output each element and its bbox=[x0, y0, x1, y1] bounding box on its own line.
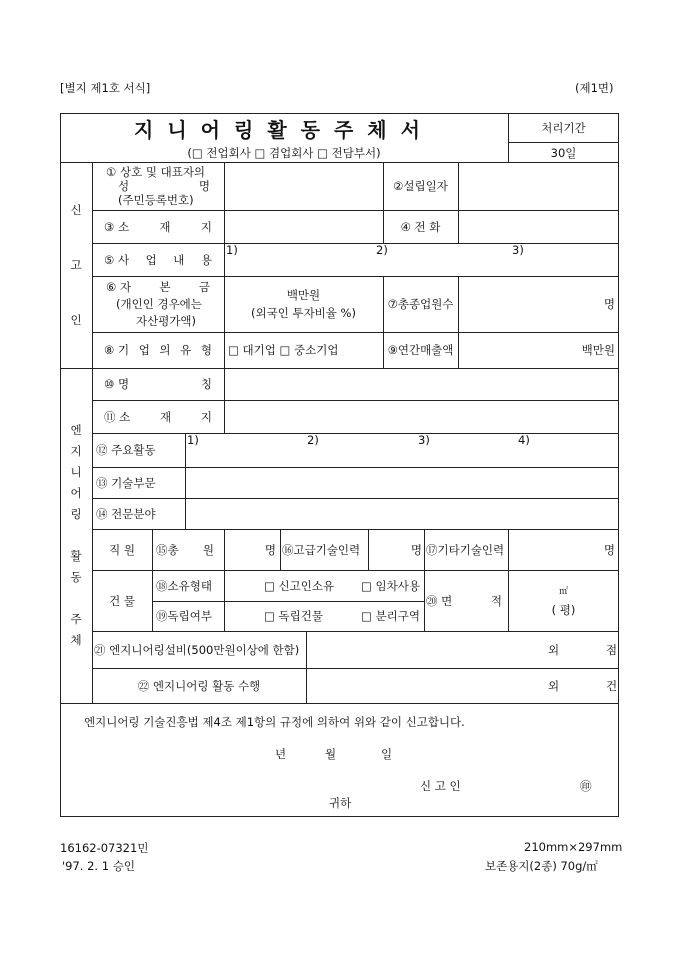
form-text: 명 bbox=[410, 542, 422, 557]
entity-location-label bbox=[92, 400, 225, 434]
form-cell bbox=[92, 631, 307, 669]
form-text: 2) bbox=[376, 243, 388, 257]
form-cell bbox=[60, 113, 509, 143]
form-text: (외국인 투자비율 %) bbox=[251, 306, 356, 320]
form-text: 의 bbox=[159, 343, 171, 357]
form-text: □ 임차사용 bbox=[361, 578, 420, 593]
form-title: 지니어링활동주체서 bbox=[134, 117, 434, 142]
approval-date: '97. 2. 1 승인 bbox=[62, 859, 135, 873]
form-cell bbox=[92, 433, 186, 468]
form-text: 체 bbox=[70, 633, 82, 647]
form-text: 3) bbox=[418, 433, 430, 447]
main-activity-label: ⑫ 주요활동 bbox=[96, 443, 156, 457]
processing-period-value: 30일 bbox=[550, 145, 577, 160]
form-text: 재 bbox=[159, 219, 171, 234]
form-code: 16162-07321민 bbox=[60, 841, 149, 855]
entity-name-label bbox=[92, 368, 225, 401]
date-day[interactable]: 일 bbox=[381, 747, 393, 761]
seal-mark[interactable]: ㊞ bbox=[580, 779, 592, 793]
form-text: 자산평가액) bbox=[136, 313, 197, 328]
specialty-label: ⑭ 전문분야 bbox=[96, 506, 156, 521]
form-cell bbox=[92, 529, 153, 571]
form-subtitle[interactable]: (□ 전업회사 □ 겸업회사 □ 전담부서) bbox=[187, 145, 381, 160]
equipment-label: ㉑ 엔지니어링설비(500만원이상에 한함) bbox=[94, 642, 300, 657]
form-text: ㎡ bbox=[558, 586, 568, 597]
form-text: 지 bbox=[200, 219, 212, 234]
annual-sales-input[interactable] bbox=[458, 332, 619, 369]
form-cell bbox=[224, 332, 384, 369]
addressee: 귀하 bbox=[329, 796, 352, 810]
form-cell bbox=[383, 162, 459, 211]
form-text: 지 bbox=[70, 444, 82, 458]
form-text: □ 신고인소유 bbox=[264, 578, 335, 593]
form-text: ⑥ 자 bbox=[106, 279, 132, 294]
form-cell bbox=[92, 467, 186, 499]
phone-input[interactable] bbox=[458, 210, 619, 244]
establish-date-input[interactable] bbox=[458, 162, 619, 211]
phone-label: ④ 전 화 bbox=[400, 219, 441, 234]
form-text: 용 bbox=[200, 252, 212, 267]
form-text: 명 bbox=[603, 297, 615, 311]
form-cell bbox=[60, 143, 509, 163]
form-text: 업 bbox=[145, 252, 157, 267]
form-text: 백만원 bbox=[581, 343, 615, 357]
building-label: 건 물 bbox=[109, 593, 135, 608]
form-cell bbox=[383, 276, 459, 333]
form-cell bbox=[383, 210, 459, 244]
location-label bbox=[92, 210, 225, 244]
form-text: 성 bbox=[118, 179, 130, 193]
paper-type: 보존용지(2종) 70g/㎡ bbox=[485, 859, 598, 873]
form-text: 인 bbox=[70, 313, 82, 328]
location-input[interactable] bbox=[224, 210, 384, 244]
form-text: 어 bbox=[70, 486, 82, 500]
paper-size: 210mm×297mm bbox=[524, 840, 623, 854]
form-text: 업 bbox=[138, 343, 150, 357]
form-text: 1) bbox=[187, 433, 199, 447]
business-input[interactable] bbox=[224, 243, 619, 277]
form-text: (주민등록번호) bbox=[118, 193, 194, 207]
form-text: 원 bbox=[202, 542, 214, 557]
form-cell bbox=[92, 570, 153, 632]
form-text: 4) bbox=[518, 433, 530, 447]
form-text: □ 독립건물 bbox=[264, 609, 323, 623]
business-label bbox=[92, 243, 225, 277]
total-staff-input[interactable] bbox=[224, 529, 281, 571]
page-number: (제1면) bbox=[575, 81, 614, 95]
form-text: 1) bbox=[226, 243, 238, 257]
capital-input[interactable] bbox=[224, 276, 384, 333]
independence-checkboxes[interactable] bbox=[224, 601, 425, 632]
main-activity-input[interactable] bbox=[185, 433, 619, 468]
form-text: 건 bbox=[606, 678, 618, 693]
form-text: 백만원 bbox=[286, 288, 321, 302]
form-text: 2) bbox=[307, 433, 319, 447]
form-text: ⑳ 면 bbox=[426, 593, 453, 608]
field-name-label bbox=[92, 162, 225, 211]
entity-section-label bbox=[60, 368, 93, 704]
form-cell bbox=[96, 179, 220, 193]
employees-label: ⑦총종업원수 bbox=[387, 297, 454, 311]
form-cell bbox=[92, 498, 186, 530]
form-text: 명 bbox=[264, 542, 276, 557]
specialty-input[interactable] bbox=[185, 498, 619, 530]
activity-performance-input[interactable] bbox=[306, 668, 619, 704]
form-text: 활 bbox=[70, 549, 82, 563]
form-cell bbox=[508, 113, 619, 143]
form-text: 3) bbox=[512, 243, 524, 257]
total-staff-label bbox=[152, 529, 225, 571]
form-text: ( 평) bbox=[551, 602, 576, 617]
form-text: ⑮총 bbox=[156, 542, 179, 557]
form-text: 외 bbox=[548, 642, 560, 657]
form-text: 적 bbox=[490, 593, 502, 608]
form-cell bbox=[508, 143, 619, 163]
form-text: 유 bbox=[180, 343, 192, 357]
form-text: ① 상호 및 대표자의 bbox=[106, 165, 206, 179]
form-cell bbox=[152, 601, 225, 632]
form-text: 금 bbox=[198, 279, 210, 294]
tech-sector-input[interactable] bbox=[185, 467, 619, 499]
tech-sector-label: ⑬ 기술부문 bbox=[96, 475, 156, 490]
form-text: ⑩ 명 bbox=[104, 377, 130, 391]
staff-label: 직 원 bbox=[109, 542, 135, 557]
annual-sales-label: ⑨연간매출액 bbox=[387, 343, 454, 357]
capital-label bbox=[92, 276, 225, 333]
entity-name-input[interactable] bbox=[224, 368, 619, 401]
form-text: 주 bbox=[70, 612, 82, 626]
area-label bbox=[424, 570, 509, 632]
form-text: □ 분리구역 bbox=[361, 609, 420, 623]
form-cell bbox=[383, 332, 459, 369]
date-year[interactable]: 년 bbox=[275, 747, 287, 761]
equipment-input[interactable] bbox=[306, 631, 619, 669]
company-type-checkboxes[interactable]: □ 대기업 □ 중소기업 bbox=[228, 343, 339, 357]
form-text: 칭 bbox=[200, 377, 212, 391]
form-cell bbox=[280, 529, 369, 571]
form-text: 엔 bbox=[70, 423, 82, 437]
form-text: ⑧ 기 bbox=[104, 343, 130, 357]
processing-period-label: 처리기간 bbox=[541, 120, 586, 135]
form-text: 본 bbox=[159, 279, 171, 294]
entity-location-input[interactable] bbox=[224, 400, 619, 434]
form-text: ⑪ 소 bbox=[104, 409, 131, 424]
ownership-label: ⑱소유형태 bbox=[156, 578, 212, 593]
form-text: (개인인 경우에는 bbox=[116, 296, 202, 311]
company-type-label bbox=[92, 332, 225, 369]
ownership-checkboxes[interactable] bbox=[224, 570, 425, 602]
form-text: 동 bbox=[70, 570, 82, 584]
form-text: 내 bbox=[173, 252, 185, 267]
form-text: ⑤ 사 bbox=[104, 252, 130, 267]
senior-tech-input[interactable] bbox=[368, 529, 425, 571]
employees-input[interactable] bbox=[458, 276, 619, 333]
form-number: [별지 제1호 서식] bbox=[60, 81, 151, 95]
date-month[interactable]: 월 bbox=[325, 747, 337, 761]
declaration-statement: 엔지니어링 기술진흥법 제4조 제1항의 규정에 의하여 위와 같이 신고합니다. bbox=[84, 715, 465, 729]
form-cell bbox=[424, 529, 509, 571]
independence-label: ⑲독립여부 bbox=[156, 609, 212, 623]
form-text: 점 bbox=[606, 642, 618, 657]
form-text: 링 bbox=[70, 507, 82, 521]
form-text: 명 bbox=[198, 179, 210, 193]
form-text: 니 bbox=[70, 465, 82, 479]
area-input[interactable] bbox=[508, 570, 619, 632]
form-text: 고 bbox=[70, 257, 82, 272]
form-text: 신 bbox=[70, 202, 82, 217]
form-text: ③ 소 bbox=[104, 219, 130, 234]
other-tech-label: ⑰기타기술인력 bbox=[426, 542, 505, 557]
form-cell bbox=[96, 279, 220, 296]
senior-tech-label: ⑯고급기술인력 bbox=[282, 542, 361, 557]
form-text: 명 bbox=[603, 542, 615, 557]
activity-performance-label: ㉒ 엔지니어링 활동 수행 bbox=[137, 678, 261, 693]
other-tech-input[interactable] bbox=[508, 529, 619, 571]
reporter-section-label bbox=[60, 162, 93, 369]
form-cell bbox=[152, 570, 225, 602]
establish-date-label: ②설립일자 bbox=[393, 179, 448, 193]
form-text: 지 bbox=[200, 409, 212, 424]
name-input[interactable] bbox=[224, 162, 384, 211]
form-text: 외 bbox=[548, 678, 560, 693]
form-text: 형 bbox=[200, 343, 212, 357]
reporter-signature-label: 신 고 인 bbox=[420, 779, 461, 793]
form-text: 재 bbox=[160, 409, 172, 424]
form-cell bbox=[92, 668, 307, 704]
